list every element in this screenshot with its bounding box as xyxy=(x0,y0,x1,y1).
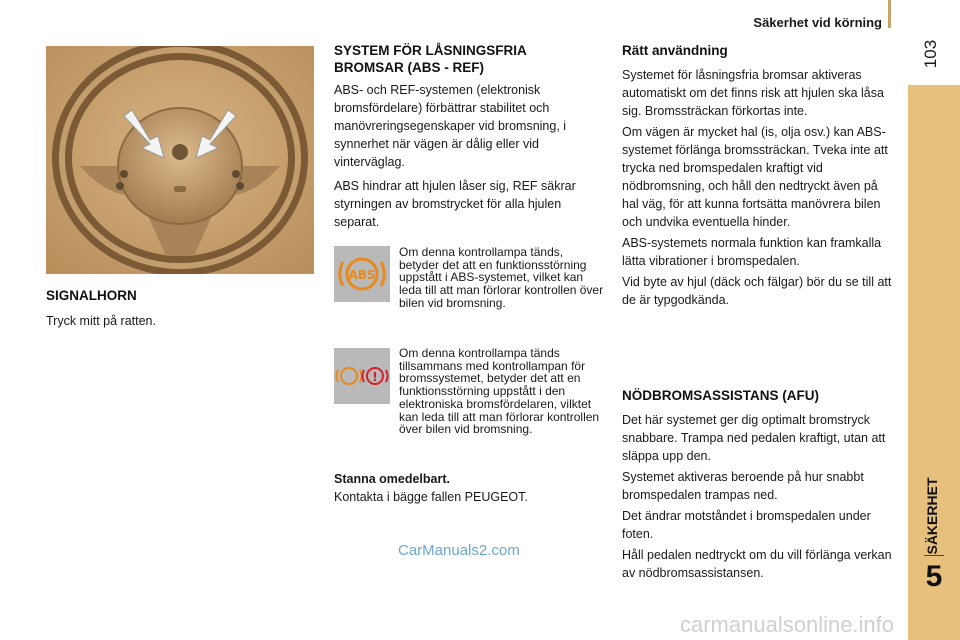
watermark-carmanuals2: CarManuals2.com xyxy=(398,542,520,559)
running-header: Säkerhet vid körning xyxy=(753,15,882,30)
afu-paragraph: Håll pedalen nedtryckt om du vill förlänga verkan av nödbromsassistansen. xyxy=(622,548,892,580)
stop-immediately-heading: Stanna omedelbart. xyxy=(334,472,450,486)
abs-heading: SYSTEM FÖR LÅSNINGSFRIA BROMSAR (ABS - REF) xyxy=(334,43,527,75)
abs-ref-lamp-description: Om denna kontrollampa tänds tillsammans med kontrollampan för bromssystemet, betyder det att en funktionsstörning uppstått i den elektroniska bromsfördelaren, vilktet kan leda till att man förlorar kontrollen över bilen vid bromsning. xyxy=(399,346,600,437)
chapter-label: SÄKERHET xyxy=(924,477,940,555)
signalhorn-heading: SIGNALHORN xyxy=(46,288,137,303)
correct-use-paragraph: Vid byte av hjul (däck och fälgar) bör du se till att de är typgodkända. xyxy=(622,275,892,307)
correct-use-body xyxy=(622,66,896,309)
correct-use-paragraph: ABS-systemets normala funktion kan framkalla lätta vibrationer i bromspedalen. xyxy=(622,236,882,268)
correct-use-paragraph: Om vägen är mycket hal (is, olja osv.) kan ABS-systemet förlänga bromssträckan. Tveka inte att trycka ned bromspedalen kraftigt vid nödbromsning, och håll den nedtryckt även på hal väg, för att kunna fortsätta manövrera bilen och undvika eventuella hinder. xyxy=(622,125,888,229)
abs-body xyxy=(334,81,604,231)
afu-paragraph: Systemet aktiveras beroende på hur snabbt bromspedalen trampas ned. xyxy=(622,470,864,502)
afu-paragraph: Det här systemet ger dig optimalt bromstryck snabbare. Trampa ned pedalen kraftigt, utan att släppa upp den. xyxy=(622,413,886,463)
abs-and-brake-warning-icon xyxy=(334,348,390,404)
svg-text:ABS: ABS xyxy=(348,268,376,282)
chapter-number: 5 xyxy=(925,560,943,593)
contact-peugeot-text: Kontakta i bägge fallen PEUGEOT. xyxy=(334,490,528,504)
chapter-divider xyxy=(924,555,944,556)
steering-wheel-image xyxy=(46,46,314,274)
abs-paragraph: ABS hindrar att hjulen låser sig, REF säkrar styrningen av bromstrycket för alla hjulen separat. xyxy=(334,179,576,229)
abs-warning-icon xyxy=(334,246,390,302)
afu-paragraph: Det ändrar motståndet i bromspedalen under foten. xyxy=(622,509,871,541)
signalhorn-text: Tryck mitt på ratten. xyxy=(46,314,156,328)
watermark-carmanualsonline: carmanualsonline.info xyxy=(680,612,895,637)
correct-use-heading: Rätt användning xyxy=(622,43,728,58)
abs-lamp-description: Om denna kontrollampa tänds, betyder det att en funktionsstörning uppstått i ABS-systemet, vilket kan leda till att man förlorar kontrollen över bilen vid bromsning. xyxy=(399,245,604,310)
afu-body xyxy=(622,411,896,582)
page-number: 103 xyxy=(921,39,940,69)
afu-heading: NÖDBROMSASSISTANS (AFU) xyxy=(622,388,819,403)
abs-paragraph: ABS- och REF-systemen (elektronisk bromsfördelare) förbättrar stabilitet och manövreringsegenskaper vid bromsning, i synnerhet när vägen är dålig eller vid vinterväglag. xyxy=(334,83,567,169)
svg-text:!: ! xyxy=(372,370,378,384)
correct-use-paragraph: Systemet för låsningsfria bromsar aktiveras automatiskt om det finns risk att hjulen ska låsa sig. Bromssträckan förkortas inte. xyxy=(622,68,884,118)
header-rule xyxy=(888,0,891,28)
